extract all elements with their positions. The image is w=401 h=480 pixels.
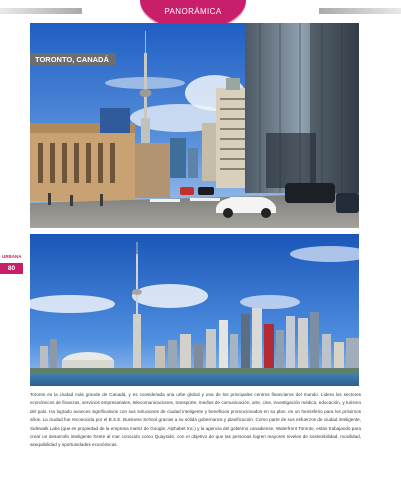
section-title: PANORÁMICA (164, 7, 222, 16)
photo-caption-text: TORONTO, CANADÁ (35, 54, 109, 64)
header-rule-left (0, 8, 82, 14)
photo-caption (30, 53, 116, 65)
body-paragraph: Toronto es la ciudad más grande de Canadá, y es considerada una urbe global y una de los principales centros financieros del mundo. Lidera los sectores económicos de finanzas, servicios empresariales, telecomunicaciones, transporte, medios de comunicación, arte, cine, investigación médica, educación, y turismo del país. Ha logrado avances significativos con sus soluciones de ciudad inteligente y beneficios promocionados en su plan, en un hemisferio para los próximos años. La ciudad fue reconocida por el B.S.E. Business School gracias a su sólida gobernanza y planificación. Como parte de sus esfuerzos de ciudad inteligente, Sidewalk Labs (que es propiedad de la empresa matriz de Google, Alphabet Inc.) y la agencia del gobierno canadiense, Waterfront Toronto, están trabajando para crear un desarrollo inteligente frente al mar conocido como Quayside, con el objetivo de que las personas logren mayores niveles de sostenibilidad, movilidad, asequibilidad y oportunidades económicas. (30, 392, 361, 448)
photo-toronto-skyline (30, 234, 359, 386)
page-number: 80 (0, 263, 23, 274)
section-side-label: URBANA (2, 254, 22, 259)
header-rule-right (319, 8, 401, 14)
